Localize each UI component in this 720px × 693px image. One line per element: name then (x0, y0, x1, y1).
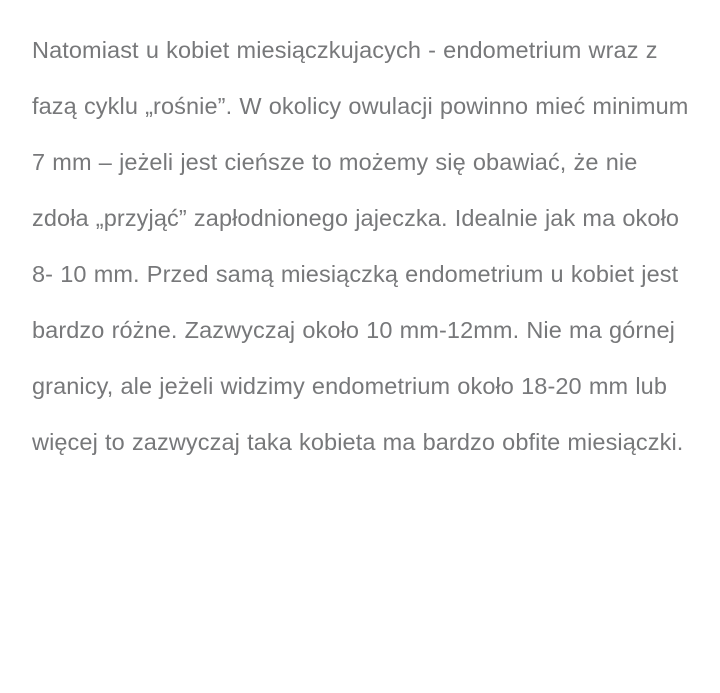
paragraph: Natomiast u kobiet miesiączkujacych - endometrium wraz z fazą cyklu „rośnie”. W okolicy owulacji powinno mieć minimum 7 mm – jeżeli jest cieńsze to możemy się obawiać, że nie zdoła „przyjąć” zapłodnionego jajeczka. Idealnie jak ma około 8- 10 mm. Przed samą miesiączką endometrium u kobiet jest bardzo różne. Zazwyczaj około 10 mm-12mm. Nie ma górnej granicy, ale jeżeli widzimy endometrium około 18-20 mm lub więcej to zazwyczaj taka kobieta ma bardzo obfite miesiączki. (32, 37, 689, 455)
article-body (32, 22, 694, 470)
